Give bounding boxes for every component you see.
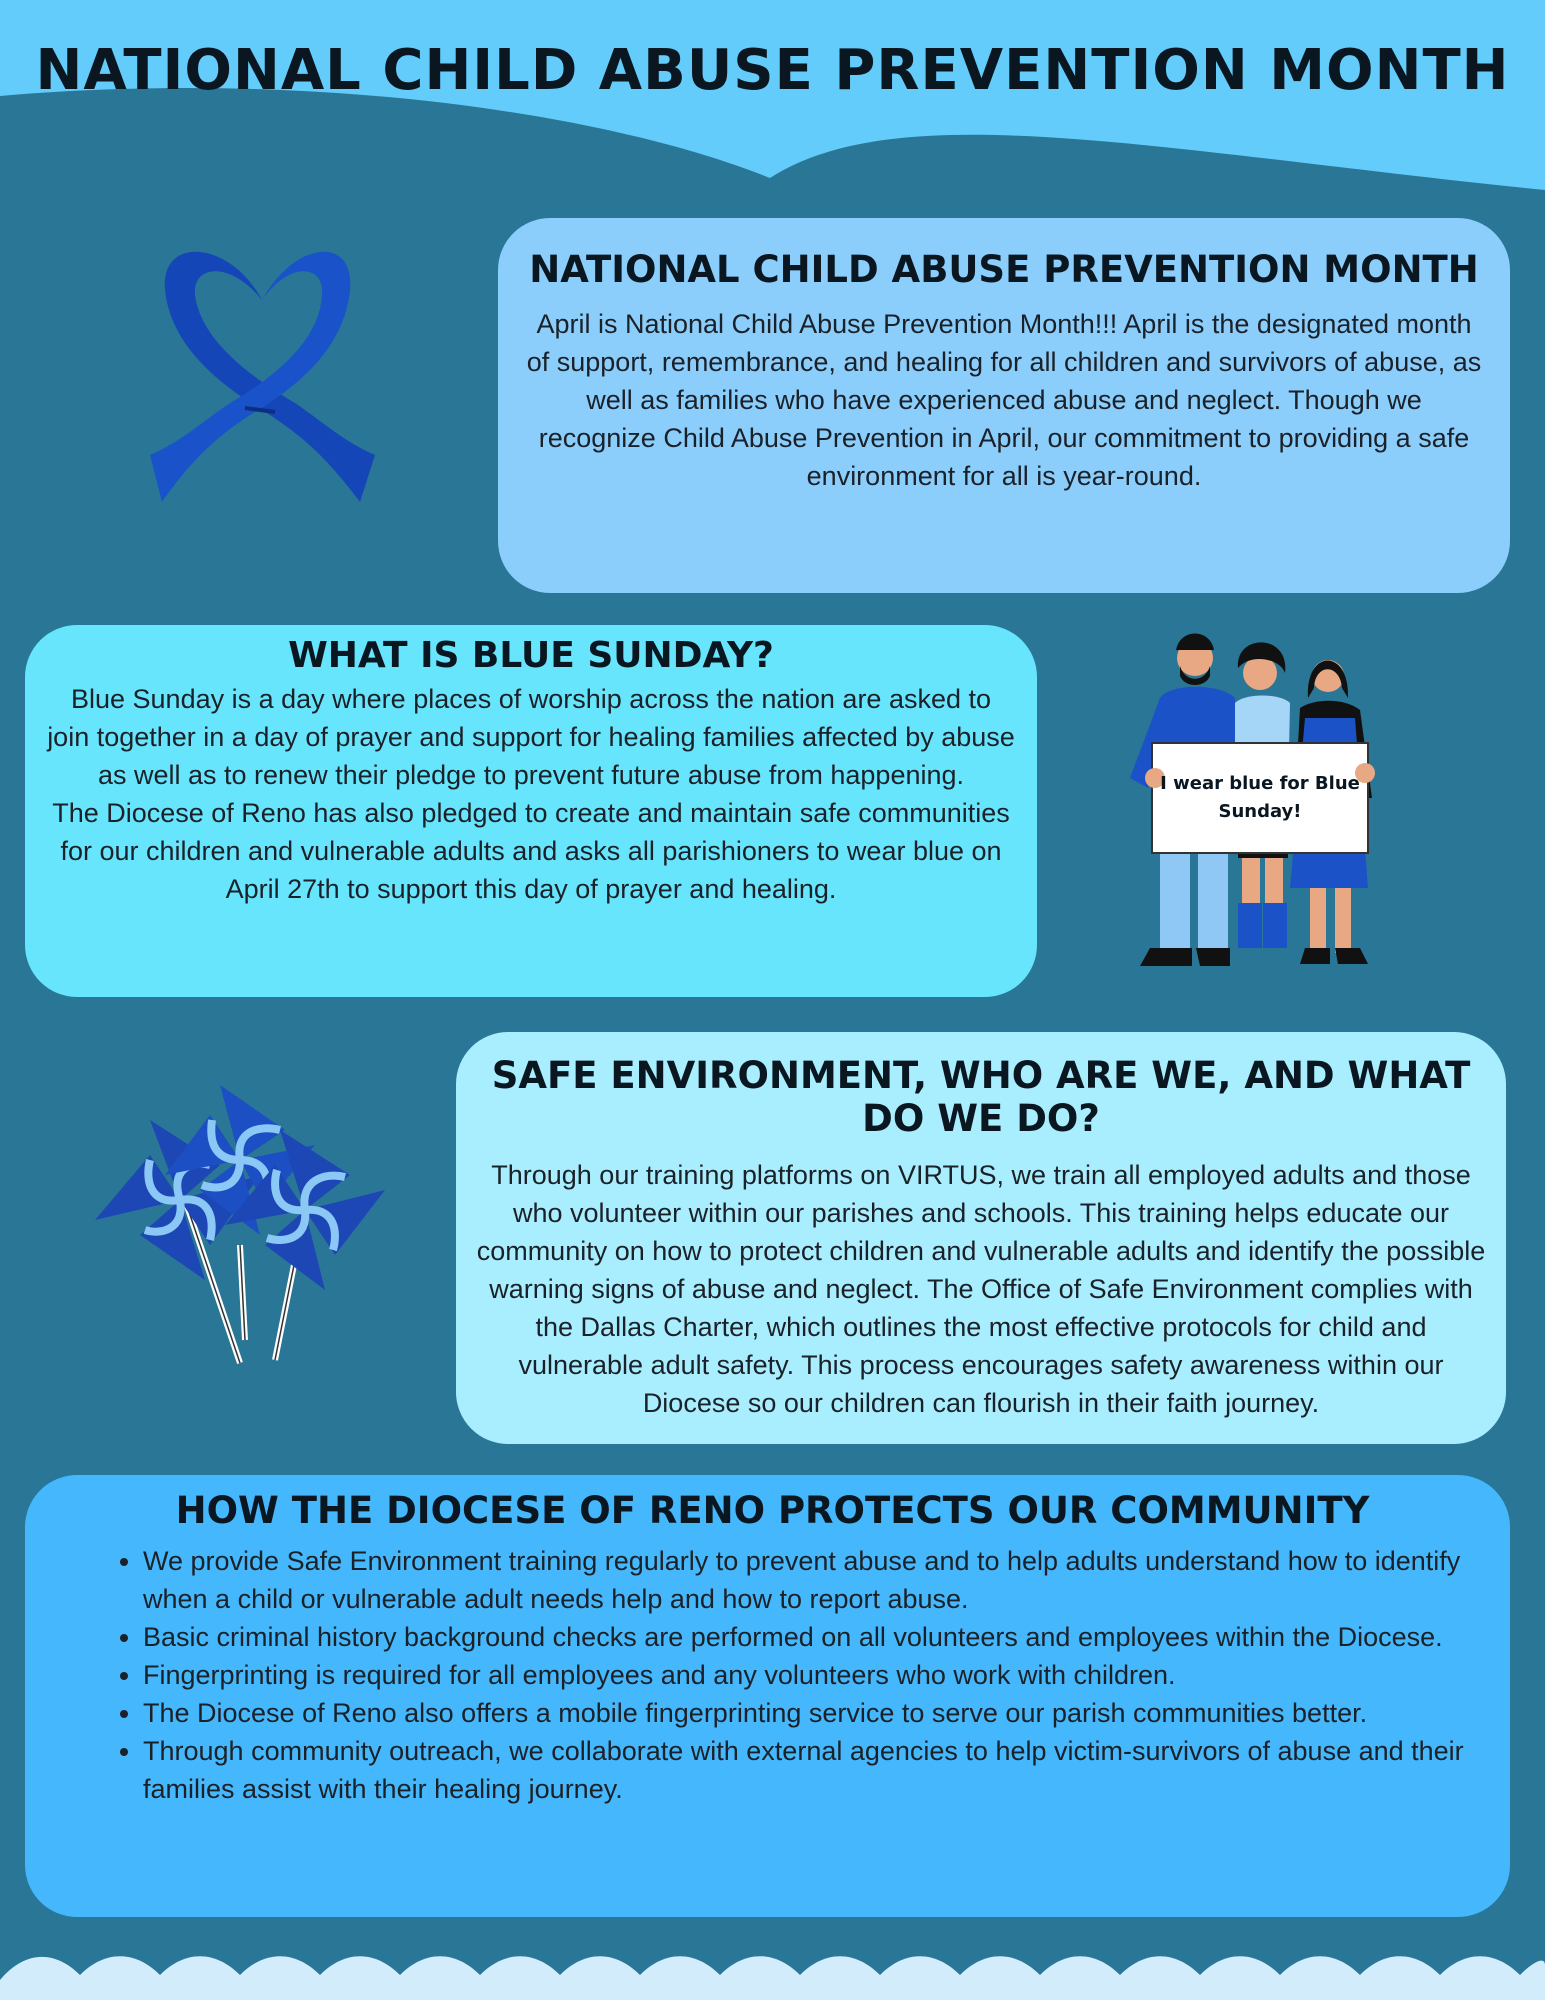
protects-list-item: • Through community outreach, we collaborate with external agencies to help victim-survivors of abuse and their families assist with their healing journey.	[143, 1732, 1470, 1808]
safe-environment-heading: SAFE ENVIRONMENT, WHO ARE WE, AND WHAT DO WE DO?	[491, 1054, 1471, 1140]
protects-list-item: • Fingerprinting is required for all employees and any volunteers who work with children.	[143, 1656, 1470, 1694]
safe-environment-card	[456, 1032, 1506, 1444]
blue-sunday-body-1: Blue Sunday is a day where places of worship across the nation are asked to join together in a day of prayer and support for healing families affected by abuse as well as to renew their pledge to prevent future abuse from happening.	[47, 684, 1015, 790]
protects-heading: HOW THE DIOCESE OF RENO PROTECTS OUR COMMUNITY	[175, 1489, 1370, 1532]
protects-community-card	[25, 1475, 1510, 1917]
sign-text: I wear blue for Blue Sunday!	[1160, 773, 1360, 822]
month-body: April is National Child Abuse Prevention Month!!! April is the designated month of support, remembrance, and healing for all children and survivors of abuse, as well as families who have experienced abuse and neglect. Though we recognize Child Abuse Prevention in April, our commitment to providing a safe environment for all is year-round.	[526, 309, 1482, 491]
awareness-ribbon-icon	[150, 240, 380, 510]
protects-list-item: • The Diocese of Reno also offers a mobile fingerprinting service to serve our parish communities better.	[143, 1694, 1470, 1732]
blue-sunday-card	[25, 625, 1037, 997]
protects-list	[75, 1542, 1470, 1808]
pinwheels-icon	[90, 1070, 430, 1370]
page-title: NATIONAL CHILD ABUSE PREVENTION MONTH	[35, 38, 1510, 103]
blue-sunday-body-2: The Diocese of Reno has also pledged to create and maintain safe communities for our children and vulnerable adults and asks all parishioners to wear blue on April 27th to support this day of prayer and healing.	[52, 798, 1010, 904]
protects-list-item: • Basic criminal history background checks are performed on all volunteers and employees within the Diocese.	[143, 1618, 1470, 1656]
protects-list-item: • We provide Safe Environment training regularly to prevent abuse and to help adults understand how to identify when a child or vulnerable adult needs help and how to report abuse.	[143, 1542, 1470, 1618]
bottom-waves	[0, 1945, 1545, 2000]
safe-environment-body: Through our training platforms on VIRTUS, we train all employed adults and those who volunteer within our parishes and schools. This training helps educate our community on how to protect children and vulnerable adults and identify the possible warning signs of abuse and neglect. The Office of Safe Environment complies with the Dallas Charter, which outlines the most effective protocols for child and vulnerable adult safety. This process encourages safety awareness within our Diocese so our children can flourish in their faith journey.	[476, 1160, 1486, 1418]
blue-sunday-heading: WHAT IS BLUE SUNDAY?	[288, 635, 774, 676]
month-heading: NATIONAL CHILD ABUSE PREVENTION MONTH	[529, 248, 1479, 291]
month-card	[498, 218, 1510, 593]
